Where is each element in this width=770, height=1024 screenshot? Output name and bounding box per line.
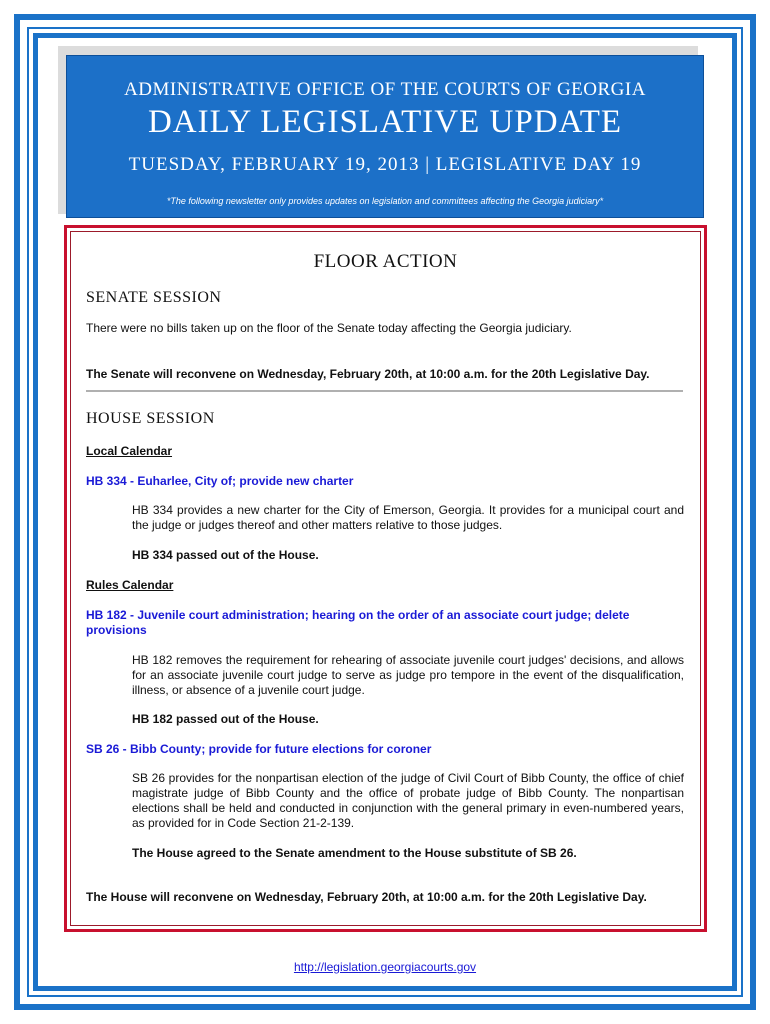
issue-date: TUESDAY, FEBRUARY 19, 2013 | LEGISLATIVE DAY 19 [128, 154, 642, 175]
footer-website-link[interactable]: http://legislation.georgiacourts.gov [293, 960, 477, 974]
floor-action-title: FLOOR ACTION [313, 251, 458, 272]
bill-status-hb334: HB 334 passed out of the House. [132, 548, 319, 562]
bill-description-sb26: SB 26 provides for the nonpartisan election of the judge of Civil Court of Bibb County, the office of chief magistrate judge of Bibb County and the office of probate judge of Bibb County. The nonpartisan elections shall be held and conducted in conjunction with the general primary in even-numbered years, as provided for in Code Section 21-2-139. [132, 771, 684, 830]
section-divider [86, 390, 683, 392]
bill-status-sb26: The House agreed to the Senate amendment to the House substitute of SB 26. [132, 846, 577, 860]
bill-title-hb182[interactable]: HB 182 - Juvenile court administration; hearing on the order of an associate court judge; delete provisions [86, 608, 630, 637]
bill-description-hb182: HB 182 removes the requirement for rehearing of associate juvenile court judges' decisions, and allows for an associate juvenile court judge to serve as judge pro tempore in the event of the disqualification, illness, or absence of a juvenile court judge. [132, 653, 684, 697]
header-banner [66, 55, 704, 218]
organization-name: ADMINISTRATIVE OFFICE OF THE COURTS OF GEORGIA [124, 79, 646, 100]
house-session-heading: HOUSE SESSION [86, 410, 215, 427]
senate-reconvene: The Senate will reconvene on Wednesday, February 20th, at 10:00 a.m. for the 20th Legislative Day. [86, 367, 650, 381]
bill-status-hb182: HB 182 passed out of the House. [132, 712, 319, 726]
newsletter-title: DAILY LEGISLATIVE UPDATE [147, 104, 623, 140]
senate-session-text: There were no bills taken up on the floor of the Senate today affecting the Georgia judiciary. [86, 321, 572, 335]
bill-description-hb334: HB 334 provides a new charter for the City of Emerson, Georgia. It provides for a municipal court and the judge or judges thereof and other matters relative to those judges. [132, 503, 684, 532]
rules-calendar-heading: Rules Calendar [86, 578, 174, 592]
senate-session-heading: SENATE SESSION [86, 289, 222, 306]
local-calendar-heading: Local Calendar [86, 444, 173, 458]
house-reconvene: The House will reconvene on Wednesday, February 20th, at 10:00 a.m. for the 20th Legislative Day. [86, 890, 647, 904]
bill-title-hb334[interactable]: HB 334 - Euharlee, City of; provide new charter [86, 474, 354, 488]
bill-title-sb26[interactable]: SB 26 - Bibb County; provide for future elections for coroner [86, 742, 432, 756]
disclaimer: *The following newsletter only provides updates on legislation and committees affecting the Georgia judiciary* [166, 196, 604, 206]
